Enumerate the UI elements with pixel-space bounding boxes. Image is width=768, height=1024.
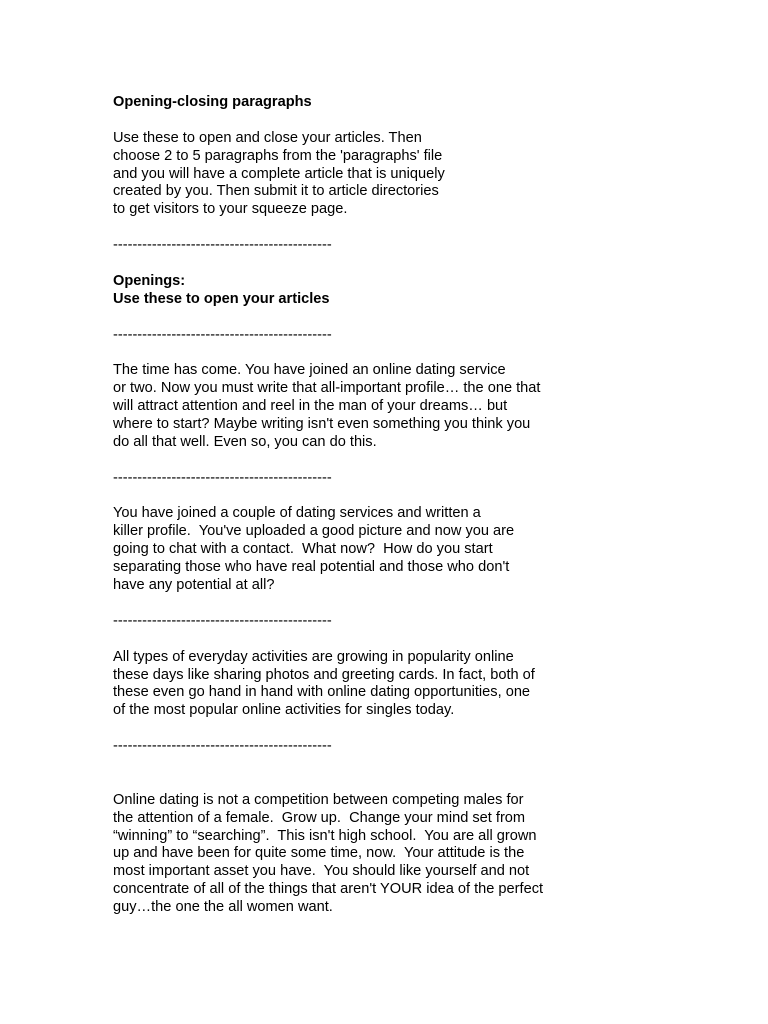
spacer	[113, 774, 583, 792]
divider: ---------------------------------------------	[113, 469, 332, 486]
divider: ---------------------------------------------	[113, 237, 332, 254]
paragraph-line: of the most popular online activities for singles today.	[113, 702, 455, 719]
paragraph-line: or two. Now you must write that all-important profile… the one that	[113, 380, 541, 397]
spacer	[113, 344, 583, 362]
document-content	[113, 94, 583, 917]
paragraph-line: where to start? Maybe writing isn't even something you think you	[113, 416, 531, 433]
paragraph-line: “winning” to “searching”. This isn't high school. You are all grown	[113, 827, 537, 844]
openings-subheading: Use these to open your articles	[113, 290, 330, 307]
spacer	[113, 112, 583, 130]
spacer	[113, 309, 583, 327]
spacer	[113, 219, 583, 237]
spacer	[113, 255, 583, 273]
opening-paragraph-2	[113, 505, 583, 594]
divider: ---------------------------------------------	[113, 612, 332, 629]
paragraph-line: these days like sharing photos and greeting cards. In fact, both of	[113, 666, 535, 683]
paragraph-line: up and have been for quite some time, now. Your attitude is the	[113, 845, 525, 862]
paragraph-line: most important asset you have. You should like yourself and not	[113, 863, 530, 880]
paragraph-line: Online dating is not a competition between competing males for	[113, 791, 524, 808]
opening-paragraph-4	[113, 792, 583, 917]
spacer	[113, 488, 583, 506]
spacer	[113, 631, 583, 649]
intro-line: Use these to open and close your articles. Then	[113, 129, 422, 146]
paragraph-line: concentrate of all of the things that aren't YOUR idea of the perfect	[113, 881, 544, 898]
intro-line: and you will have a complete article that is uniquely	[113, 165, 445, 182]
paragraph-line: the attention of a female. Grow up. Change your mind set from	[113, 809, 526, 826]
spacer	[113, 720, 583, 738]
divider: ---------------------------------------------	[113, 738, 332, 755]
opening-paragraph-3	[113, 649, 583, 721]
paragraph-line: guy…the one the all women want.	[113, 899, 333, 916]
paragraph-line: have any potential at all?	[113, 577, 275, 594]
paragraph-line: will attract attention and reel in the man of your dreams… but	[113, 398, 508, 415]
paragraph-line: going to chat with a contact. What now? How do you start	[113, 541, 493, 558]
paragraph-line: do all that well. Even so, you can do this.	[113, 433, 377, 450]
paragraph-line: You have joined a couple of dating services and written a	[113, 505, 481, 522]
spacer	[113, 452, 583, 470]
paragraph-line: these even go hand in hand with online dating opportunities, one	[113, 684, 531, 701]
paragraph-line: All types of everyday activities are growing in popularity online	[113, 648, 514, 665]
spacer	[113, 595, 583, 613]
paragraph-line: separating those who have real potential and those who don't	[113, 559, 510, 576]
openings-heading: Openings:	[113, 272, 186, 289]
paragraph-line: killer profile. You've uploaded a good picture and now you are	[113, 523, 515, 540]
spacer	[113, 756, 583, 774]
intro-paragraph	[113, 130, 583, 219]
intro-line: to get visitors to your squeeze page.	[113, 201, 348, 218]
divider: ---------------------------------------------	[113, 326, 332, 343]
document-title: Opening-closing paragraphs	[113, 94, 312, 110]
opening-paragraph-1	[113, 362, 583, 451]
intro-line: choose 2 to 5 paragraphs from the 'paragraphs' file	[113, 147, 443, 164]
intro-line: created by you. Then submit it to article directories	[113, 183, 439, 200]
paragraph-line: The time has come. You have joined an online dating service	[113, 362, 506, 379]
